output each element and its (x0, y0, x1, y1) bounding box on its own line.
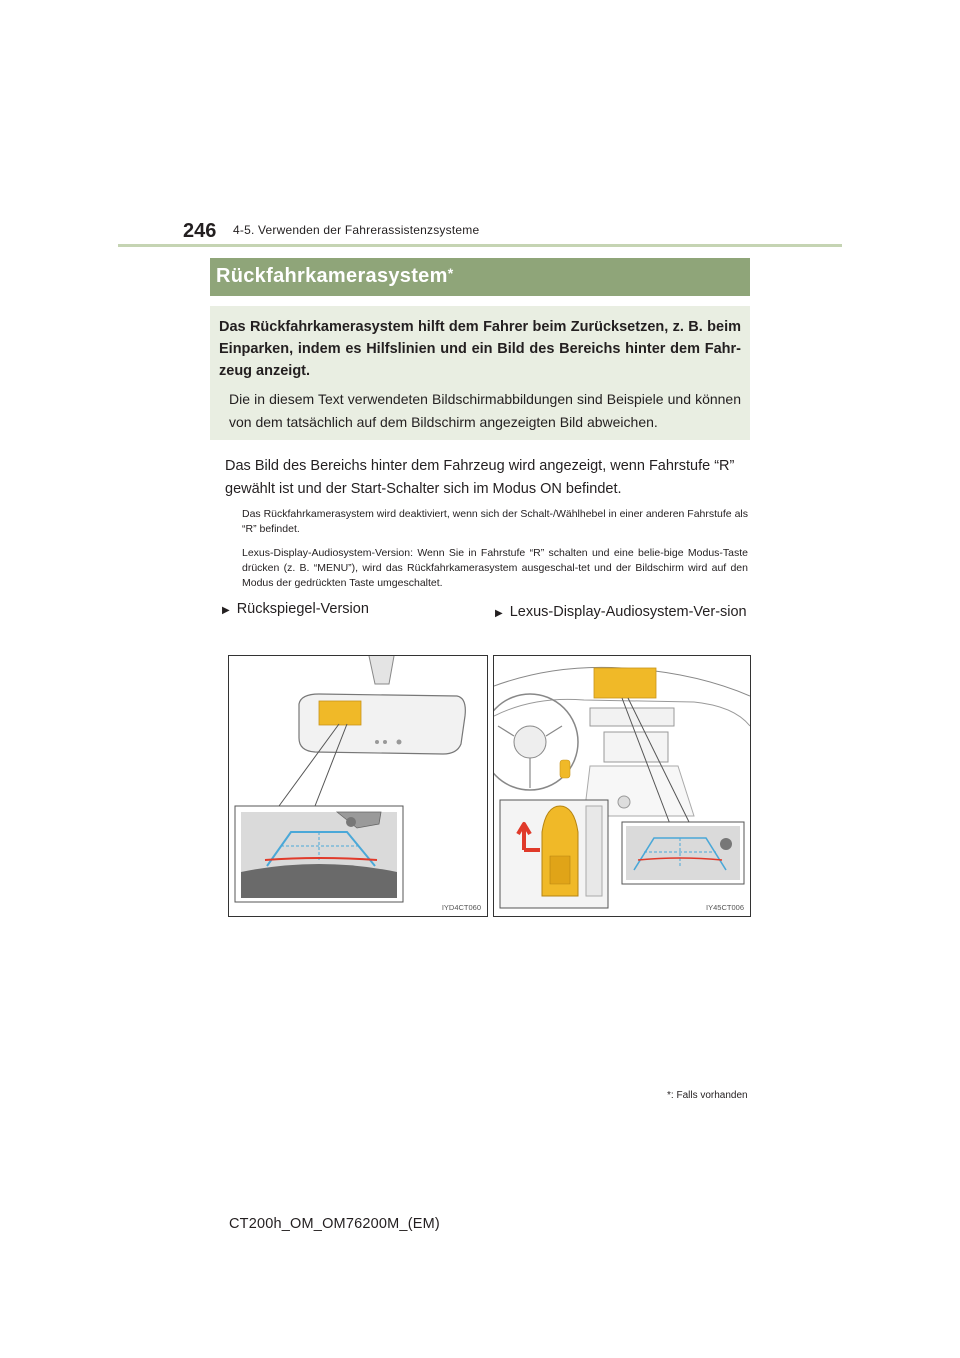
intro-summary: Das Rückfahrkamerasystem hilft dem Fahrer beim Zurücksetzen, z. B. beim Einparken, indem es Hilfslinien und ein Bild des Bereichs hinter dem Fahr-zeug anzeigt. (219, 319, 741, 379)
mirror-illustration (229, 656, 487, 916)
header-rule (118, 244, 842, 247)
figure-label-mirror (222, 601, 369, 617)
document-id: CT200h_OM_OM76200M_(EM) (229, 1216, 440, 1232)
body-paragraph: Das Bild des Bereichs hinter dem Fahrzeug wird angezeigt, wenn Fahrstufe “R” gewählt ist und der Start-Schalter sich im Modus ON befindet. (225, 458, 735, 497)
triangle-right-icon: ▶ (495, 608, 503, 619)
note-deactivation: Das Rückfahrkamerasystem wird deaktiviert, wenn sich der Schalt-/Wählhebel in einer anderen Fahrstufe als “R” befindet. (242, 508, 748, 535)
figure-label-mirror-text: Rückspiegel-Version (236, 601, 369, 617)
section-title: 4-5. Verwenden der Fahrerassistenzsysteme (233, 223, 480, 237)
triangle-right-icon: ▶ (222, 605, 230, 616)
figure-mirror-version (228, 655, 488, 917)
optional-marker-icon: * (447, 265, 454, 281)
figure-code: IYD4CT060 (441, 903, 481, 912)
figure-label-display (495, 601, 750, 625)
note-lexus-display: Lexus-Display-Audiosystem-Version: Wenn Sie in Fahrstufe “R” schalten und eine belie-bige Modus-Taste drücken (z. B. “MENU”), wird das Rückfahrkamerasystem ausgeschal-tet und der Bildschirm wird auf den Modus der gedrückten Taste umgeschaltet. (242, 547, 748, 589)
footnote-text: : Falls vorhanden (670, 1090, 748, 1101)
asterisk-icon: * (667, 1090, 671, 1101)
page-title (216, 265, 453, 288)
figure-code: IY45CT006 (706, 903, 744, 912)
footnote (667, 1090, 748, 1101)
title-label: Rückfahrkamerasystem (216, 265, 448, 287)
figure-label-display-text: Lexus-Display-Audiosystem-Ver-sion (509, 604, 747, 620)
dashboard-illustration (494, 656, 750, 916)
intro-note: Die in diesem Text verwendeten Bildschirmabbildungen sind Beispiele und können von dem tatsächlich auf dem Bildschirm angezeigten Bild abweichen. (229, 391, 741, 430)
page-number: 246 (183, 220, 217, 242)
figure-display-version (493, 655, 751, 917)
